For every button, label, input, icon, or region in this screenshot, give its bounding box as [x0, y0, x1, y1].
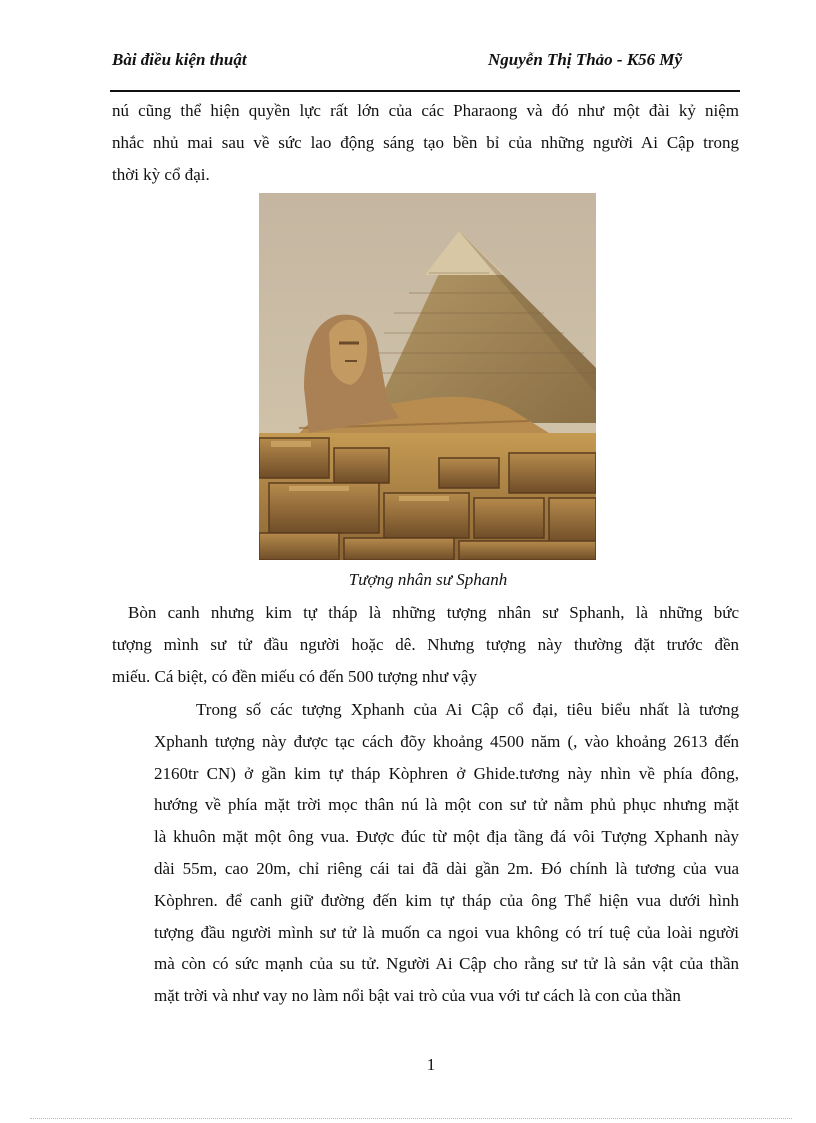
paragraph-1: [112, 95, 739, 190]
header-right-author: Nguyễn Thị Thảo - K56 Mỹ: [488, 50, 683, 69]
header-rule: [110, 90, 740, 92]
text-line: Bòn canh nhưng kim tự tháp là những tượng nhân sư Sphanh, là những bức: [128, 603, 739, 622]
text-line: thời kỳ cổ đại.: [112, 164, 210, 184]
text-line: Kòphren. để canh giữ đường đến kim tự tháp của ông Thể hiện vua dưới hình: [154, 890, 739, 910]
text-line: hướng về phía mặt trời mọc thân nú là một con sư tử nằm phủ phục nhưng mặt: [154, 795, 739, 815]
text-line: là khuôn mặt một ông vua. Được đúc từ một địa tầng đá vôi Tượng Xphanh này: [154, 827, 739, 847]
text-line: mặt trời và như vay no làm nổi bật vai trò của vua với tư cách là con của thần: [154, 986, 681, 1006]
figure-caption: Tượng nhân sư Sphanh: [348, 570, 508, 589]
paragraph-2: [112, 597, 739, 692]
sphinx-pyramid-photo: [259, 193, 596, 560]
text-line: tượng mình sư tử đầu người hoặc dê. Nhưng tượng này thường đặt trước đền: [112, 634, 739, 654]
text-line: dài 55m, cao 20m, chỉ riêng cái tai đã dài gần 2m. Đó chính là tương của vua: [154, 858, 739, 878]
text-line: miếu. Cá biệt, có đền miếu có đến 500 tượng như vậy: [112, 666, 477, 686]
text-line: tượng đầu người mình sư tử là muốn ca ngoi vua không có trí tuệ của loài người: [154, 922, 739, 942]
page-number: 1: [426, 1055, 436, 1074]
text-line: Xphanh tượng này được tạc cách đõy khoảng 4500 năm (, vào khoảng 2613 đến: [154, 731, 739, 751]
paragraph-3: [112, 694, 739, 1012]
header-left-title: Bài điều kiện thuật: [112, 50, 247, 69]
text-line: nú cũng thể hiện quyền lực rất lớn của các Pharaong và đó như một đài kỷ niệm: [112, 101, 739, 120]
text-line: Trong số các tượng Xphanh của Ai Cập cổ đại, tiêu biểu nhất là tương: [196, 700, 739, 719]
text-line: nhắc nhủ mai sau về sức lao động sáng tạo bền bỉ của những người Ai Cập trong: [112, 132, 739, 152]
page-bottom-divider: [30, 1118, 792, 1119]
text-line: 2160tr CN) ở gần kim tự tháp Kòphren ở Ghide.tương này nhìn về phía đông,: [154, 763, 739, 783]
text-line: mà còn có sức mạnh của su tử. Người Ai Cập cho rằng sư tử là sản vật của thần: [154, 954, 739, 974]
